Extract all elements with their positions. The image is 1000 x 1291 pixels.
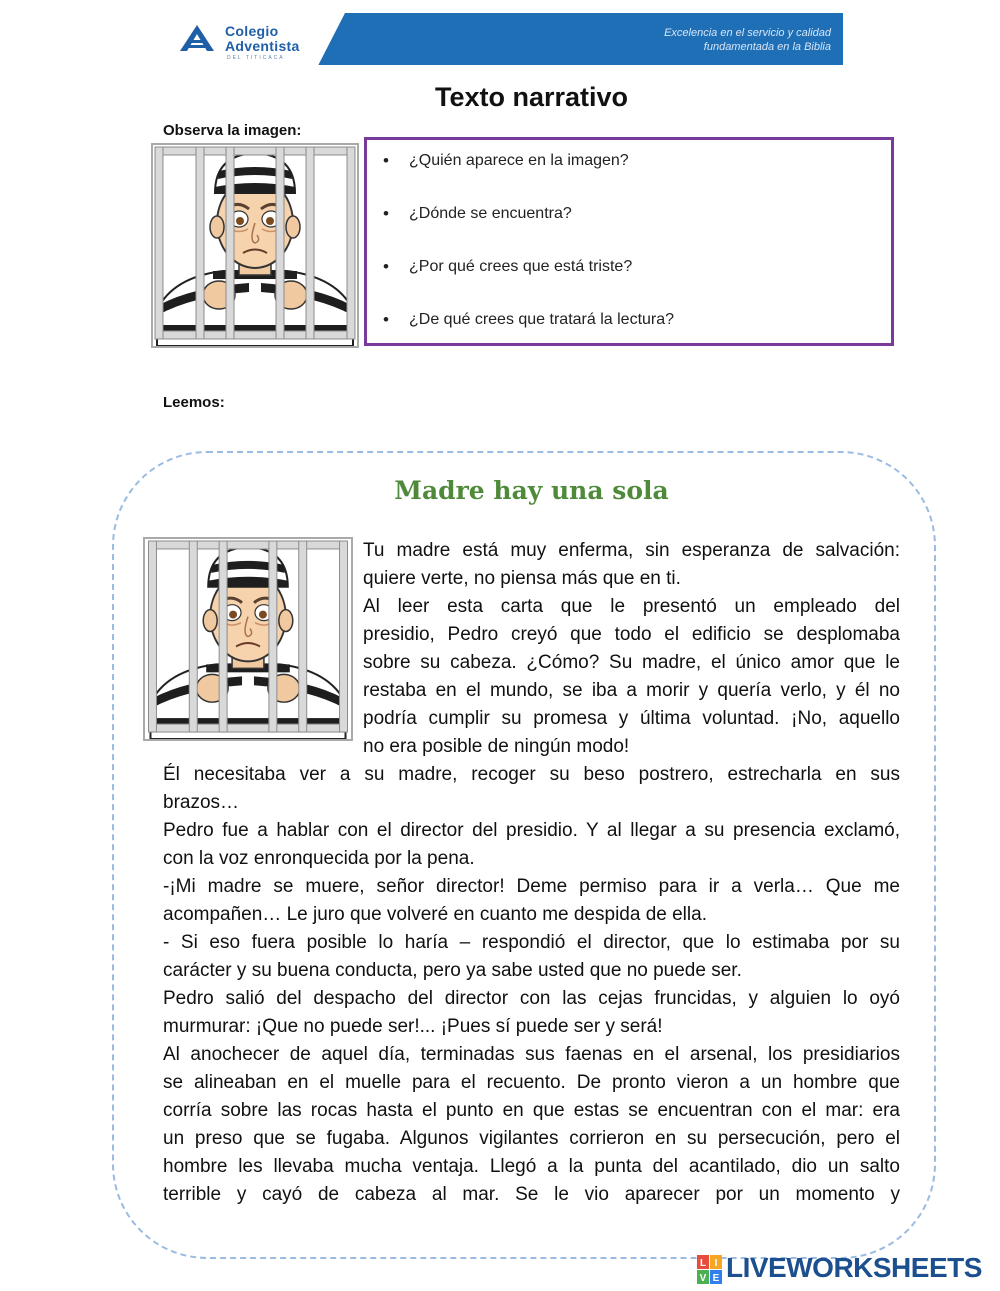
story-line: Al leer esta carta que le presentó un empleado del [363,596,900,617]
question-item: • ¿De qué crees que tratará la lectura? [409,311,674,329]
logo-text-titicaca: DEL TITICACA [227,55,285,61]
question-item: • ¿Por qué crees que está triste? [409,258,632,276]
question-item: • ¿Quién aparece en la imagen? [409,152,629,170]
badge-letter: V [699,1273,707,1284]
logo-text-adventista: Adventista [225,38,300,54]
story-line: - Si eso fuera posible lo haría – respondió el director, que lo estimaba por su [163,932,900,953]
prisoner-image-story [143,537,353,741]
question-item: • ¿Dónde se encuentra? [409,205,572,223]
header-banner [123,13,843,65]
motto-line-2: fundamentada en la Biblia [703,41,831,53]
story-line: Tu madre está muy enferma, sin esperanza de salvación: [363,540,900,561]
school-logo-icon [180,25,214,51]
story-line: Pedro fue a hablar con el director del presidio. Y al llegar a su presencia exclamó, [163,820,900,841]
page-title: Texto narrativo [434,82,629,112]
story-title: Madre hay una sola [394,476,669,505]
story-line: murmurar: ¡Que no puede ser!... ¡Pues sí puede ser y será! [163,1016,663,1037]
badge-letter: E [712,1273,720,1284]
story-line: se alineaban en el muelle para el recuento. De pronto vieron a un hombre que [163,1072,900,1093]
story-line: con la voz enronquecida por la pena. [163,848,475,869]
liveworksheets-watermark[interactable]: LIVEWORKSHEETS [726,1252,982,1283]
story-line: un preso que se fugaba. Algunos vigilantes corrieron en su persecución, pero el [163,1128,900,1149]
story-line: podría cumplir su promesa y última voluntad. ¡No, aquello [363,708,900,729]
story-line: acompañen… Le juro que volveré en cuanto me despida de ella. [163,904,707,925]
observe-label: Observa la imagen: [163,122,302,139]
story-line: sobre su cabeza. ¿Cómo? Su madre, el único amor que le [363,652,900,673]
school-motto [531,26,831,54]
story-line: brazos… [163,792,240,813]
liveworksheets-badge [697,1255,723,1285]
story-line: corría sobre las rocas hasta el punto en que estas se encuentran con el mar: era [163,1100,900,1121]
prisoner-illustration-icon [145,539,351,739]
story-line: Al anochecer de aquel día, terminadas sus faenas en el arsenal, los presidiarios [163,1044,900,1065]
story-line: hombre les llevaba mucha ventaja. Llegó a la punta del acantilado, dio un salto [163,1156,900,1177]
story-line: quiere verte, no piensa más que en ti. [363,568,681,589]
prisoner-illustration-icon [153,145,357,346]
liveworksheets-logo-icon [697,1255,723,1285]
badge-letter: I [714,1258,718,1269]
logo-text-colegio: Colegio [225,23,279,39]
story-line: no era posible de ningún modo! [363,736,630,757]
motto-line-1: Excelencia en el servicio y calidad [664,27,831,39]
story-line: Pedro salió del despacho del director con las cejas fruncidas, y alguien lo oyó [163,988,900,1009]
guiding-questions-box [364,137,894,346]
read-label: Leemos: [163,394,225,411]
story-line: Él necesitaba ver a su madre, recoger su beso postrero, estrecharla en sus [163,764,900,785]
story-line: -¡Mi madre se muere, señor director! Deme permiso para ir a verla… Que me [163,876,900,897]
story-line: carácter y su buena conducta, pero ya sabe usted que no puede ser. [163,960,742,981]
story-line: terrible y cayó de cabeza al mar. Se le vio aparecer por un momento y [163,1184,900,1205]
prisoner-image [151,143,359,348]
story-line: presidio, Pedro creyó que todo el edificio se desplomaba [363,624,900,645]
story-line: restaba en el mundo, se iba a morir y quería verlo, y él no [363,680,900,701]
badge-letter: L [699,1258,707,1269]
